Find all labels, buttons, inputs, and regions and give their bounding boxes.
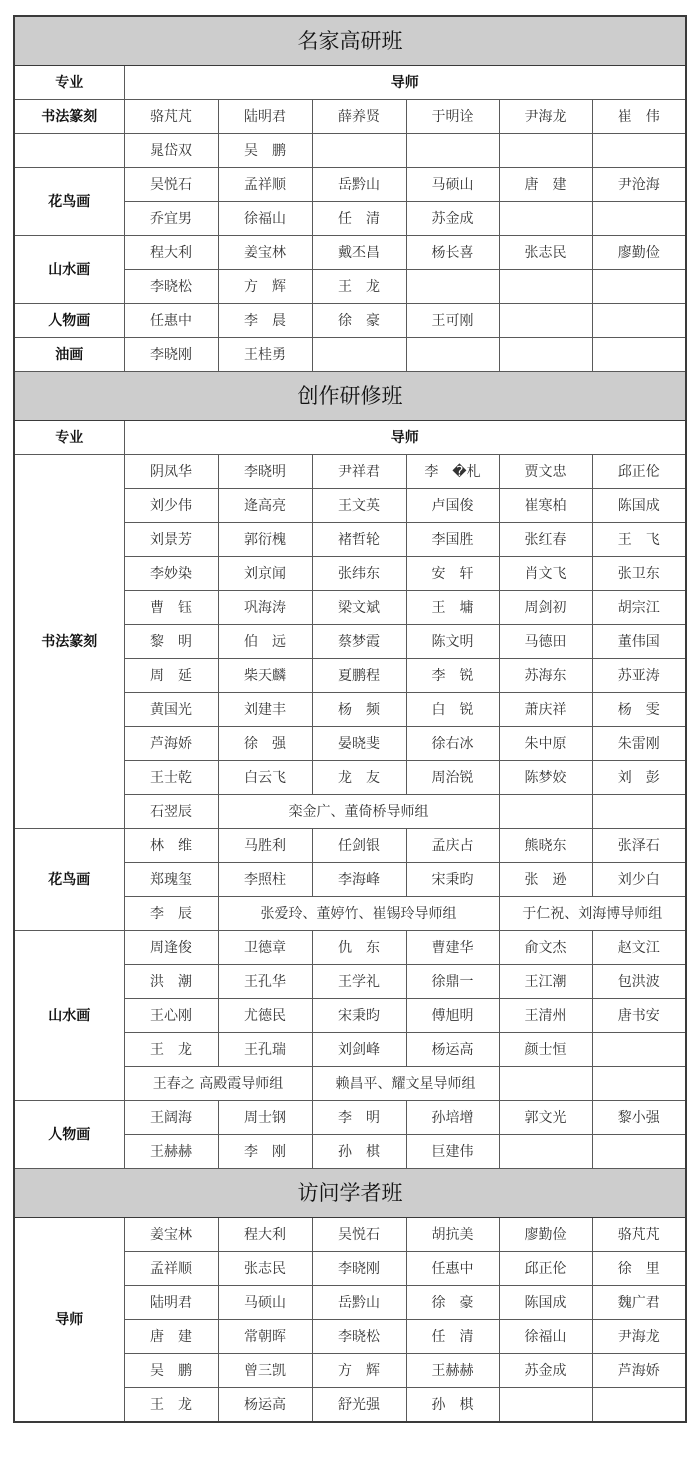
table-row xyxy=(14,1218,686,1252)
section-title-row xyxy=(14,1169,686,1218)
tutor-cell: 李照柱 xyxy=(218,863,312,897)
tutor-cell: 尤德民 xyxy=(218,999,312,1033)
tutor-cell: 张志民 xyxy=(499,236,592,270)
empty-cell xyxy=(592,270,686,304)
tutor-cell: 王 龙 xyxy=(124,1388,218,1423)
tutor-cell: 萧庆祥 xyxy=(499,693,592,727)
major-cell: 山水画 xyxy=(14,931,124,1101)
tutor-cell: 周 延 xyxy=(124,659,218,693)
tutor-cell: 孟祥顺 xyxy=(124,1252,218,1286)
tutor-cell: 吴 鹏 xyxy=(218,134,312,168)
tutor-cell: 王孔华 xyxy=(218,965,312,999)
tutor-cell: 王 墉 xyxy=(406,591,499,625)
empty-cell xyxy=(499,202,592,236)
tutor-cell: 廖勤俭 xyxy=(499,1218,592,1252)
tutor-cell: 阴凤华 xyxy=(124,455,218,489)
tutor-cell: 贾文忠 xyxy=(499,455,592,489)
tutor-cell: 董伟国 xyxy=(592,625,686,659)
tutor-cell: 王清州 xyxy=(499,999,592,1033)
tutor-cell: 晏晓斐 xyxy=(312,727,406,761)
tutor-cell: 颜士恒 xyxy=(499,1033,592,1067)
empty-cell xyxy=(406,134,499,168)
tutor-cell: 张红春 xyxy=(499,523,592,557)
tutor-cell: 王 龙 xyxy=(312,270,406,304)
tutor-cell: 肖文飞 xyxy=(499,557,592,591)
tutor-cell: 魏广君 xyxy=(592,1286,686,1320)
tutor-column-header: 导师 xyxy=(124,421,686,455)
empty-cell xyxy=(592,134,686,168)
tutor-cell: 杨运高 xyxy=(218,1388,312,1423)
empty-cell xyxy=(499,795,592,829)
tutor-cell: 任惠中 xyxy=(124,304,218,338)
tutor-cell: 巩海涛 xyxy=(218,591,312,625)
tutor-cell: 李海峰 xyxy=(312,863,406,897)
section-title: 访问学者班 xyxy=(14,1169,686,1218)
tutor-cell: 李 �札 xyxy=(406,455,499,489)
empty-cell xyxy=(499,270,592,304)
table-row xyxy=(14,829,686,863)
tutor-cell: 方 辉 xyxy=(312,1354,406,1388)
tutor-cell: 姜宝林 xyxy=(124,1218,218,1252)
tutor-cell: 岳黔山 xyxy=(312,168,406,202)
tutor-cell: 王 飞 xyxy=(592,523,686,557)
empty-cell xyxy=(592,202,686,236)
header-row xyxy=(14,66,686,100)
tutor-cell: 孙 棋 xyxy=(406,1388,499,1423)
tutor-cell: 安 轩 xyxy=(406,557,499,591)
tutor-cell: 俞文杰 xyxy=(499,931,592,965)
tutor-cell: 杨 雯 xyxy=(592,693,686,727)
tutor-cell: 唐书安 xyxy=(592,999,686,1033)
tutor-cell: 黎 明 xyxy=(124,625,218,659)
table-row xyxy=(14,168,686,202)
table-row xyxy=(14,304,686,338)
empty-cell xyxy=(499,1135,592,1169)
tutor-cell: 王文英 xyxy=(312,489,406,523)
tutor-cell: 黄国光 xyxy=(124,693,218,727)
tutor-cell: 周士钢 xyxy=(218,1101,312,1135)
tutor-cell: 郭文光 xyxy=(499,1101,592,1135)
tutor-cell: 朱雷刚 xyxy=(592,727,686,761)
tutor-cell: 唐 建 xyxy=(124,1320,218,1354)
tutor-cell: 骆芃芃 xyxy=(124,100,218,134)
tutor-cell: 李国胜 xyxy=(406,523,499,557)
tutor-cell: 周剑初 xyxy=(499,591,592,625)
tutor-cell: 徐 豪 xyxy=(312,304,406,338)
tutor-cell: 刘建丰 xyxy=(218,693,312,727)
tutor-cell: 任 清 xyxy=(312,202,406,236)
tutor-cell: 曹建华 xyxy=(406,931,499,965)
tutor-cell: 薛养贤 xyxy=(312,100,406,134)
tutor-cell: 杨长喜 xyxy=(406,236,499,270)
tutor-cell: 尹海龙 xyxy=(592,1320,686,1354)
tutor-cell: 吴悦石 xyxy=(312,1218,406,1252)
table-row xyxy=(14,338,686,372)
tutor-cell: 陈文明 xyxy=(406,625,499,659)
tutor-cell: 蔡梦霞 xyxy=(312,625,406,659)
tutor-cell: 王 龙 xyxy=(124,1033,218,1067)
tutor-cell: 王心刚 xyxy=(124,999,218,1033)
empty-cell xyxy=(499,304,592,338)
tutor-cell: 李 刚 xyxy=(218,1135,312,1169)
tutor-cell: 刘景芳 xyxy=(124,523,218,557)
tutor-cell: 王桂勇 xyxy=(218,338,312,372)
tutor-cell: 石翌辰 xyxy=(124,795,218,829)
tutor-cell: 巨建伟 xyxy=(406,1135,499,1169)
tutor-cell: 傅旭明 xyxy=(406,999,499,1033)
tutor-cell: 吴悦石 xyxy=(124,168,218,202)
tutor-cell: 陆明君 xyxy=(218,100,312,134)
tutor-cell: 夏鹏程 xyxy=(312,659,406,693)
tutor-cell: 白 锐 xyxy=(406,693,499,727)
major-cell: 山水画 xyxy=(14,236,124,304)
tutor-cell: 刘 彭 xyxy=(592,761,686,795)
tutor-cell: 刘少伟 xyxy=(124,489,218,523)
tutor-cell: 杨 频 xyxy=(312,693,406,727)
tutor-cell: 王士乾 xyxy=(124,761,218,795)
tutor-cell: 徐 豪 xyxy=(406,1286,499,1320)
tutor-group-cell: 张爱玲、董婷竹、崔锡玲导师组 xyxy=(218,897,499,931)
section-title: 名家高研班 xyxy=(14,16,686,66)
empty-cell xyxy=(312,338,406,372)
tutor-cell: 程大利 xyxy=(218,1218,312,1252)
empty-cell xyxy=(499,1388,592,1423)
tutor-cell: 于明诠 xyxy=(406,100,499,134)
header-row xyxy=(14,421,686,455)
tutor-cell: 卫德章 xyxy=(218,931,312,965)
tutor-cell: 尹沧海 xyxy=(592,168,686,202)
tutor-cell: 张志民 xyxy=(218,1252,312,1286)
tutor-group-cell: 赖昌平、耀文星导师组 xyxy=(312,1067,499,1101)
section-title-row xyxy=(14,16,686,66)
empty-cell xyxy=(406,338,499,372)
table-row xyxy=(14,931,686,965)
tutor-cell: 苏金成 xyxy=(406,202,499,236)
tutor-cell: 崔寒柏 xyxy=(499,489,592,523)
tutor-cell: 任剑银 xyxy=(312,829,406,863)
empty-cell xyxy=(499,338,592,372)
tutor-cell: 曾三凯 xyxy=(218,1354,312,1388)
tutor-cell: 马硕山 xyxy=(218,1286,312,1320)
tutor-cell: 岳黔山 xyxy=(312,1286,406,1320)
tutor-cell: 仇 东 xyxy=(312,931,406,965)
table-row xyxy=(14,1101,686,1135)
tutor-cell: 张卫东 xyxy=(592,557,686,591)
tutor-cell: 李 锐 xyxy=(406,659,499,693)
tutor-cell: 孙培增 xyxy=(406,1101,499,1135)
tutor-cell: 周逢俊 xyxy=(124,931,218,965)
tutor-cell: 李晓刚 xyxy=(312,1252,406,1286)
tutor-cell: 王可刚 xyxy=(406,304,499,338)
empty-cell xyxy=(499,134,592,168)
tutor-cell: 常朝晖 xyxy=(218,1320,312,1354)
major-cell: 花鸟画 xyxy=(14,168,124,236)
tutor-cell: 逄高亮 xyxy=(218,489,312,523)
tutor-cell: 洪 潮 xyxy=(124,965,218,999)
tutor-group-cell: 王春之 高殿霞导师组 xyxy=(124,1067,312,1101)
tutor-cell: 吴 鹏 xyxy=(124,1354,218,1388)
major-cell: 导师 xyxy=(14,1218,124,1423)
tutor-cell: 胡抗美 xyxy=(406,1218,499,1252)
tutor-cell: 刘剑峰 xyxy=(312,1033,406,1067)
tutor-cell: 李晓明 xyxy=(218,455,312,489)
tutor-cell: 郑瑰玺 xyxy=(124,863,218,897)
empty-cell xyxy=(592,795,686,829)
tutor-cell: 陈梦姣 xyxy=(499,761,592,795)
tutor-cell: 王赫赫 xyxy=(406,1354,499,1388)
tutor-cell: 李晓刚 xyxy=(124,338,218,372)
tutor-cell: 刘少白 xyxy=(592,863,686,897)
tutor-cell: 梁文斌 xyxy=(312,591,406,625)
tutor-cell: 王孔瑞 xyxy=(218,1033,312,1067)
major-column-header: 专业 xyxy=(14,66,124,100)
major-cell: 书法篆刻 xyxy=(14,100,124,134)
table-row xyxy=(14,236,686,270)
tutor-cell: 任 清 xyxy=(406,1320,499,1354)
tutor-cell: 任惠中 xyxy=(406,1252,499,1286)
tutor-cell: 邱正伦 xyxy=(499,1252,592,1286)
tutor-cell: 徐鼎一 xyxy=(406,965,499,999)
tutor-cell: 杨运高 xyxy=(406,1033,499,1067)
tutor-cell: 赵文江 xyxy=(592,931,686,965)
tutor-cell: 李晓松 xyxy=(124,270,218,304)
tutor-cell: 徐 强 xyxy=(218,727,312,761)
tutor-cell: 柴天麟 xyxy=(218,659,312,693)
tutor-cell: 陈国成 xyxy=(592,489,686,523)
major-column-header: 专业 xyxy=(14,421,124,455)
tutor-group-cell: 栾金广、董倚桥导师组 xyxy=(218,795,499,829)
empty-cell xyxy=(592,1067,686,1101)
tutor-cell: 孟庆占 xyxy=(406,829,499,863)
empty-cell xyxy=(592,1033,686,1067)
tutor-cell: 芦海娇 xyxy=(592,1354,686,1388)
table-row xyxy=(14,134,686,168)
tutor-cell: 苏亚涛 xyxy=(592,659,686,693)
tutor-cell: 李 晨 xyxy=(218,304,312,338)
tutor-cell: 黎小强 xyxy=(592,1101,686,1135)
tutor-cell: 林 维 xyxy=(124,829,218,863)
table-row xyxy=(14,455,686,489)
tutor-column-header: 导师 xyxy=(124,66,686,100)
tutor-cell: 孙 棋 xyxy=(312,1135,406,1169)
tutor-cell: 王江潮 xyxy=(499,965,592,999)
tutor-cell: 徐福山 xyxy=(218,202,312,236)
tutor-cell: 褚哲轮 xyxy=(312,523,406,557)
tutor-cell: 张 逊 xyxy=(499,863,592,897)
section-title: 创作研修班 xyxy=(14,372,686,421)
tutor-cell: 苏金成 xyxy=(499,1354,592,1388)
tutor-cell: 李晓松 xyxy=(312,1320,406,1354)
tutor-cell: 王学礼 xyxy=(312,965,406,999)
tutor-cell: 张泽石 xyxy=(592,829,686,863)
tutor-cell: 尹海龙 xyxy=(499,100,592,134)
tutor-cell: 晁岱双 xyxy=(124,134,218,168)
major-cell: 花鸟画 xyxy=(14,829,124,931)
tutor-cell: 卢国俊 xyxy=(406,489,499,523)
tutor-cell: 骆芃芃 xyxy=(592,1218,686,1252)
empty-cell xyxy=(312,134,406,168)
empty-cell xyxy=(592,304,686,338)
tutor-cell: 李 明 xyxy=(312,1101,406,1135)
tutor-cell: 廖勤俭 xyxy=(592,236,686,270)
tutor-cell: 芦海娇 xyxy=(124,727,218,761)
major-cell: 油画 xyxy=(14,338,124,372)
tutor-cell: 龙 友 xyxy=(312,761,406,795)
tutor-cell: 周治锐 xyxy=(406,761,499,795)
tutor-cell: 熊晓东 xyxy=(499,829,592,863)
tutor-cell: 崔 伟 xyxy=(592,100,686,134)
tutor-cell: 舒光强 xyxy=(312,1388,406,1423)
tutor-cell: 伯 远 xyxy=(218,625,312,659)
tutor-cell: 马胜利 xyxy=(218,829,312,863)
tutor-cell: 王阔海 xyxy=(124,1101,218,1135)
major-cell: 人物画 xyxy=(14,1101,124,1169)
tutor-cell: 李妙染 xyxy=(124,557,218,591)
tutor-cell: 戴丕昌 xyxy=(312,236,406,270)
tutor-cell: 胡宗江 xyxy=(592,591,686,625)
tutor-cell: 包洪波 xyxy=(592,965,686,999)
tutor-cell: 宋秉昀 xyxy=(312,999,406,1033)
tutor-cell: 陈国成 xyxy=(499,1286,592,1320)
empty-cell xyxy=(406,270,499,304)
tutor-cell: 宋秉昀 xyxy=(406,863,499,897)
tutor-cell: 王赫赫 xyxy=(124,1135,218,1169)
tutor-cell: 程大利 xyxy=(124,236,218,270)
empty-cell xyxy=(592,1388,686,1423)
tutor-cell: 白云飞 xyxy=(218,761,312,795)
tutor-cell: 马硕山 xyxy=(406,168,499,202)
tutor-roster-table xyxy=(13,15,687,1423)
empty-cell xyxy=(592,1135,686,1169)
tutor-cell: 乔宜男 xyxy=(124,202,218,236)
tutor-cell: 唐 建 xyxy=(499,168,592,202)
tutor-cell: 郭衍槐 xyxy=(218,523,312,557)
tutor-cell: 张纬东 xyxy=(312,557,406,591)
tutor-group-cell: 于仁祝、刘海博导师组 xyxy=(499,897,686,931)
tutor-cell: 徐 里 xyxy=(592,1252,686,1286)
tutor-cell: 苏海东 xyxy=(499,659,592,693)
empty-cell xyxy=(592,338,686,372)
tutor-cell: 方 辉 xyxy=(218,270,312,304)
tutor-cell: 孟祥顺 xyxy=(218,168,312,202)
section-title-row xyxy=(14,372,686,421)
tutor-cell: 刘京闻 xyxy=(218,557,312,591)
tutor-cell: 徐福山 xyxy=(499,1320,592,1354)
empty-cell xyxy=(499,1067,592,1101)
tutor-cell: 马德田 xyxy=(499,625,592,659)
tutor-cell: 徐右冰 xyxy=(406,727,499,761)
tutor-cell: 陆明君 xyxy=(124,1286,218,1320)
tutor-cell: 尹祥君 xyxy=(312,455,406,489)
major-cell: 人物画 xyxy=(14,304,124,338)
tutor-cell: 曹 钰 xyxy=(124,591,218,625)
tutor-cell: 邱正伦 xyxy=(592,455,686,489)
tutor-roster-sheet xyxy=(13,15,685,1423)
major-cell: 书法篆刻 xyxy=(14,455,124,829)
tutor-cell: 朱中原 xyxy=(499,727,592,761)
table-row xyxy=(14,100,686,134)
tutor-cell: 姜宝林 xyxy=(218,236,312,270)
tutor-cell: 李 辰 xyxy=(124,897,218,931)
empty-major-cell xyxy=(14,134,124,168)
